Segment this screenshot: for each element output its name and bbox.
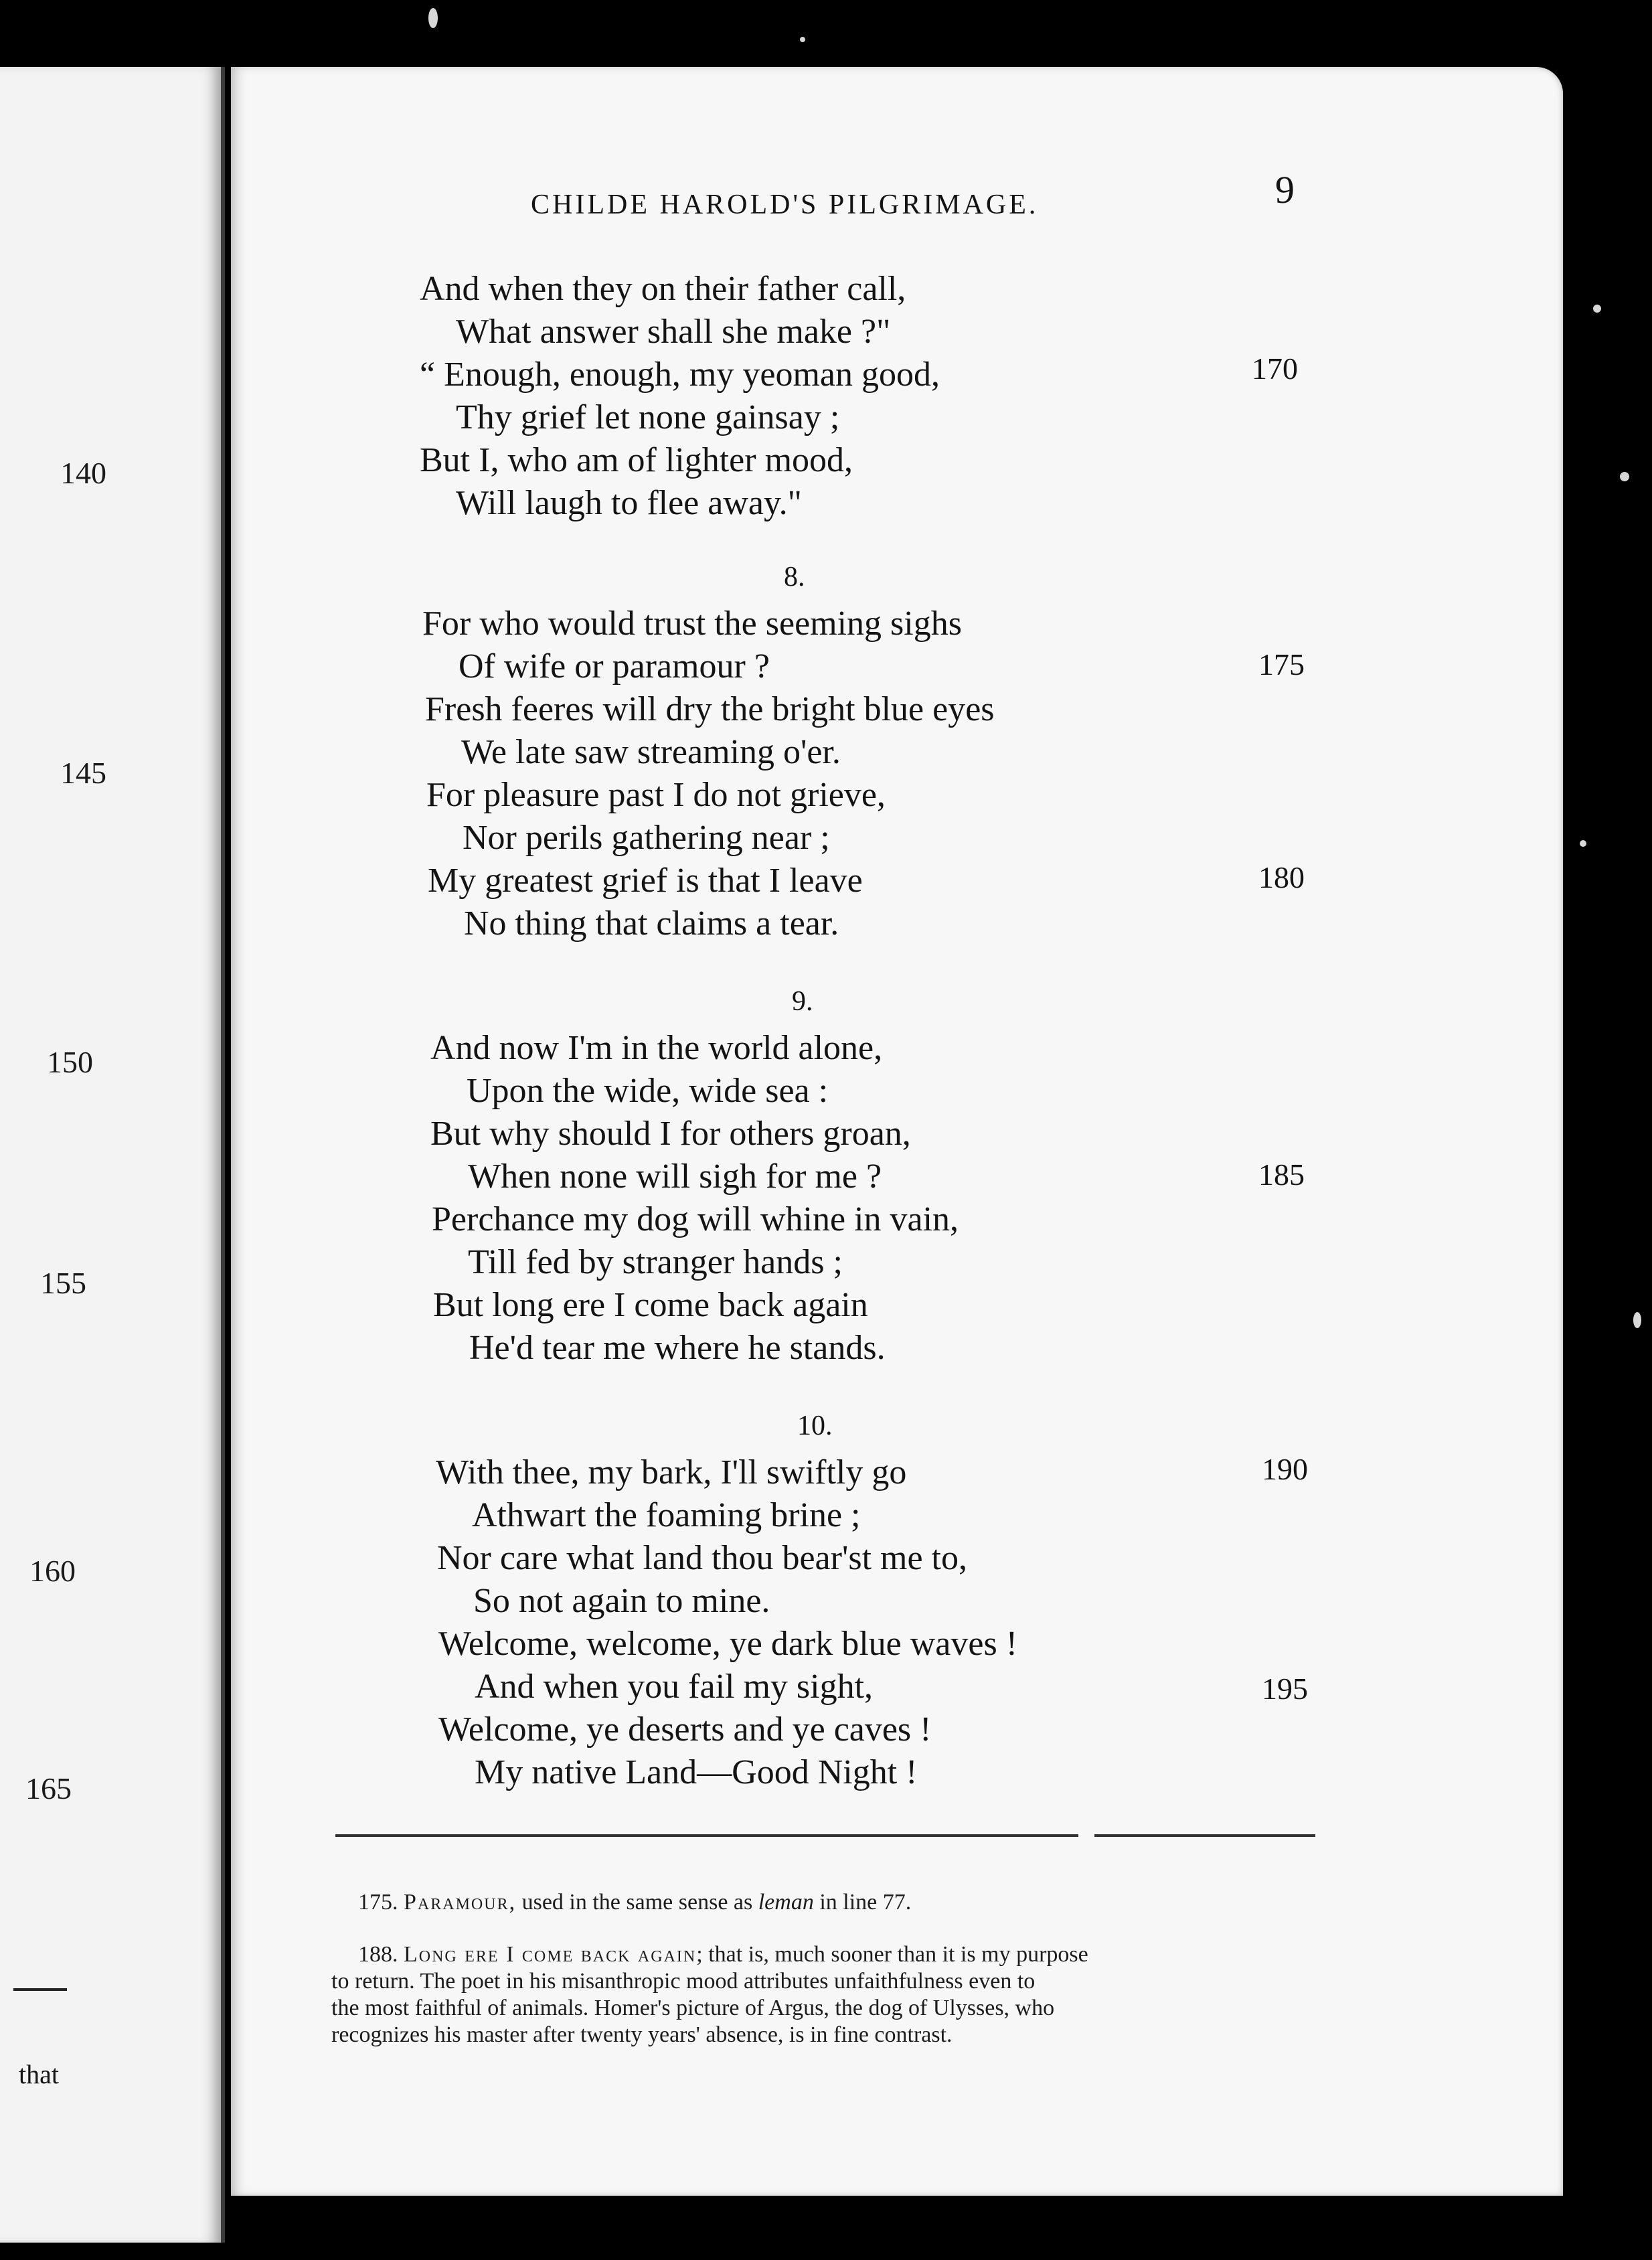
left-line-number: 160 [29, 1554, 76, 1588]
verse-line: Till fed by stranger hands ; [468, 1243, 843, 1281]
book-page [231, 67, 1563, 2196]
footnote-text: ; that is, much sooner than it is my purpose [696, 1942, 1088, 1967]
footnote-188-line: to return. The poet in his misanthropic mood attributes unfaithfulness even to [331, 1969, 1036, 1994]
verse-line: My greatest grief is that I leave [428, 862, 863, 900]
left-footnote-rule [13, 1988, 67, 1991]
verse-line: No thing that claims a tear. [464, 904, 839, 943]
verse-line: So not again to mine. [473, 1582, 770, 1620]
scan-speck [1580, 840, 1586, 847]
scan-speck [1633, 1312, 1641, 1328]
footnote-188 [358, 1941, 1088, 1968]
page-number: 9 [1275, 168, 1295, 212]
verse-line: And now I'm in the world alone, [430, 1029, 883, 1067]
footnote-text: in line 77. [819, 1890, 912, 1915]
verse-line: Fresh feeres will dry the bright blue eyes [425, 690, 995, 728]
footnote-term: Long ere I come back again [404, 1942, 697, 1967]
verse-line: Upon the wide, wide sea : [467, 1072, 829, 1110]
verse-line: Perchance my dog will whine in vain, [432, 1200, 959, 1238]
line-number: 175 [1258, 647, 1305, 681]
running-head: CHILDE HAROLD'S PILGRIMAGE. [531, 189, 1039, 220]
line-number: 195 [1262, 1672, 1308, 1706]
stanza-number: 9. [792, 986, 813, 1017]
line-number: 180 [1258, 860, 1305, 894]
previous-page-edge [0, 67, 225, 2243]
footnote-number: 188. [358, 1942, 398, 1967]
line-number: 170 [1252, 351, 1298, 386]
verse-line: But why should I for others groan, [430, 1115, 911, 1153]
scan-speck [800, 37, 805, 42]
footnote-italic-word: leman [758, 1890, 814, 1915]
scan-speck [1620, 472, 1629, 481]
left-line-number: 155 [40, 1266, 86, 1300]
verse-line: For pleasure past I do not grieve, [426, 776, 886, 814]
verse-line: “ Enough, enough, my yeoman good, [420, 355, 940, 394]
stanza-number: 10. [797, 1410, 833, 1441]
verse-line: Nor care what land thou bear'st me to, [437, 1539, 967, 1577]
verse-line: And when they on their father call, [420, 270, 906, 308]
line-number: 185 [1258, 1157, 1305, 1192]
left-footnote-word: that [19, 2059, 59, 2089]
stanza-number: 8. [784, 562, 805, 592]
verse-line: What answer shall she make ?" [456, 313, 891, 351]
left-line-number: 145 [60, 756, 106, 790]
verse-line: But I, who am of lighter mood, [420, 441, 853, 479]
line-number: 190 [1262, 1452, 1308, 1486]
footnote-188-line: recognizes his master after twenty years' absence, is in fine contrast. [331, 2022, 953, 2047]
footnote-188-line: the most faithful of animals. Homer's picture of Argus, the dog of Ulysses, who [331, 1996, 1055, 2020]
verse-line: When none will sigh for me ? [468, 1157, 882, 1196]
verse-line: We late saw streaming o'er. [461, 733, 841, 771]
verse-line: Will laugh to flee away." [456, 484, 802, 522]
left-line-number: 165 [25, 1771, 72, 1805]
verse-line: My native Land—Good Night ! [475, 1753, 918, 1791]
footnote-text: used in the same sense as [521, 1890, 753, 1915]
verse-line: And when you fail my sight, [475, 1668, 874, 1706]
footnote-number: 175. [358, 1890, 398, 1915]
scan-speck [428, 8, 438, 28]
verse-line: Nor perils gathering near ; [463, 819, 830, 857]
verse-line: Welcome, ye deserts and ye caves ! [438, 1710, 932, 1749]
verse-line: Thy grief let none gainsay ; [456, 398, 840, 436]
verse-line: For who would trust the seeming sighs [422, 604, 962, 643]
footnote-rule [1094, 1834, 1315, 1837]
verse-line: But long ere I come back again [433, 1286, 868, 1324]
footnote-rule [335, 1834, 1078, 1837]
footnote-term: Paramour, [404, 1890, 517, 1915]
left-line-number: 150 [47, 1045, 93, 1079]
verse-line: With thee, my bark, I'll swiftly go [436, 1453, 907, 1491]
verse-line: Welcome, welcome, ye dark blue waves ! [438, 1625, 1018, 1663]
verse-line: He'd tear me where he stands. [469, 1329, 886, 1367]
footnote-175 [358, 1889, 911, 1916]
left-line-number: 140 [60, 456, 106, 490]
verse-line: Of wife or paramour ? [459, 647, 770, 685]
scan-speck [1593, 305, 1601, 313]
verse-line: Athwart the foaming brine ; [472, 1496, 861, 1534]
